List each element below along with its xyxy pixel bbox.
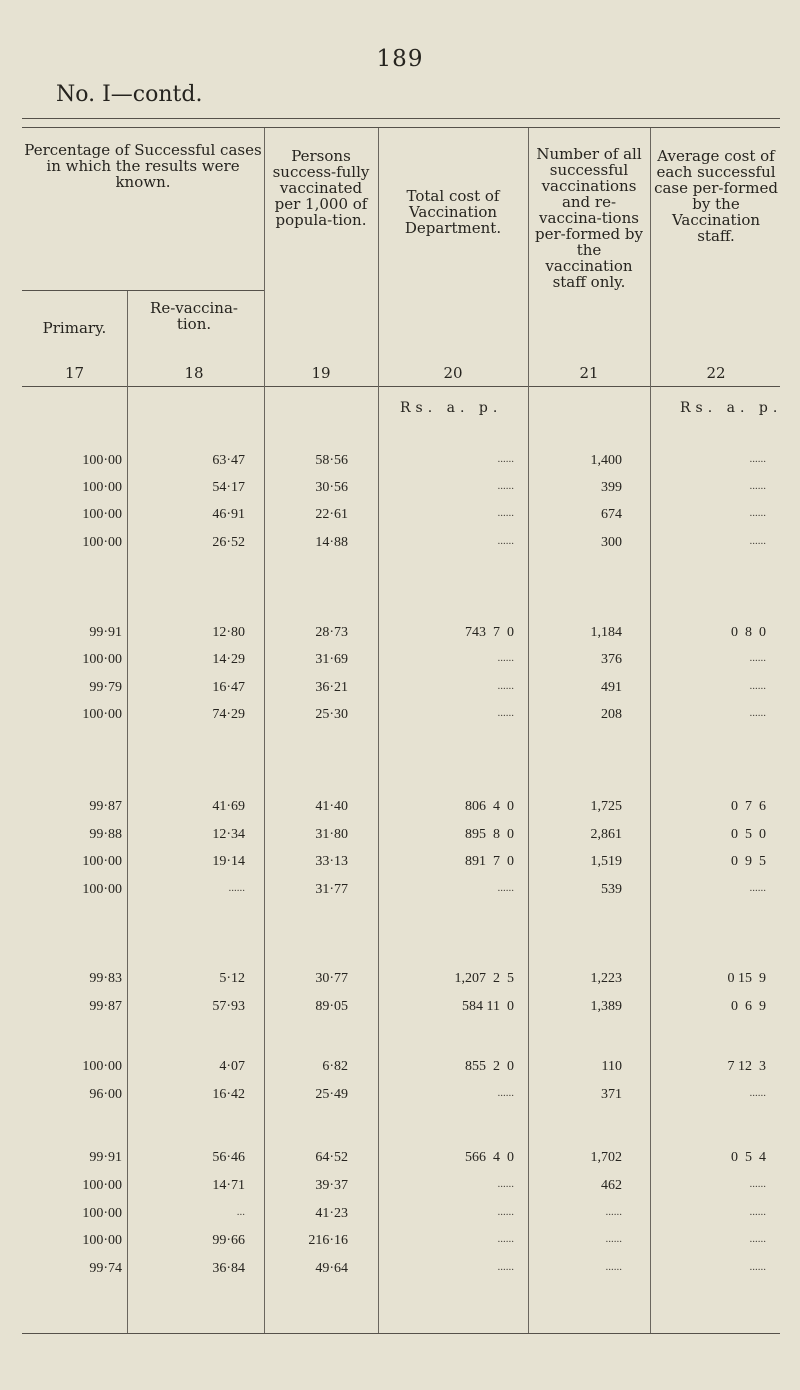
table-continuation-label: No. I—contd. — [56, 82, 203, 107]
cell-revacc: 56·46 — [212, 1150, 245, 1165]
cell-cost: 895 8 0 — [465, 827, 514, 842]
cell-persons: 30·77 — [315, 971, 348, 986]
cell-primary: 99·87 — [89, 799, 122, 814]
cell-revacc: 46·91 — [212, 507, 245, 522]
cell-cost: ...... — [497, 882, 514, 894]
divider-cost — [378, 128, 379, 1333]
cell-cost: ...... — [497, 1261, 514, 1273]
cell-number: ...... — [605, 1206, 622, 1218]
divider-persons — [264, 128, 265, 1333]
cell-avg: ...... — [749, 1233, 766, 1245]
column-number-18: 18 — [184, 364, 204, 382]
bottom-rule — [22, 1333, 780, 1334]
cell-revacc: 57·93 — [212, 999, 245, 1014]
cell-revacc: ... — [236, 1206, 245, 1218]
column-number-21: 21 — [579, 364, 599, 382]
cell-primary: 99·91 — [89, 1150, 122, 1165]
cell-number: 399 — [601, 480, 622, 495]
cell-cost: ...... — [497, 1206, 514, 1218]
cell-avg: ...... — [749, 652, 766, 664]
cell-avg: 0 15 9 — [727, 971, 766, 986]
top-rule — [22, 118, 780, 119]
cell-persons: 25·30 — [315, 707, 348, 722]
cell-revacc: 16·42 — [212, 1087, 245, 1102]
cell-number: 491 — [601, 680, 622, 695]
cell-persons: 31·77 — [315, 882, 348, 897]
cell-revacc: 74·29 — [212, 707, 245, 722]
cell-avg: ...... — [749, 680, 766, 692]
cell-cost: ...... — [497, 680, 514, 692]
cell-revacc: 5·12 — [219, 971, 245, 986]
cell-cost: ...... — [497, 1233, 514, 1245]
cell-cost: 806 4 0 — [465, 799, 514, 814]
cell-primary: 100·00 — [82, 480, 122, 495]
cell-persons: 216·16 — [308, 1233, 348, 1248]
column-number-22: 22 — [706, 364, 726, 382]
cell-revacc: ...... — [228, 882, 245, 894]
header-persons-vaccinated: Persons success-fully vaccinated per 1,000 of popula-tion. — [272, 147, 370, 229]
cell-primary: 99·79 — [89, 680, 122, 695]
cell-cost: ...... — [497, 707, 514, 719]
divider-primary — [127, 290, 128, 388]
header-total-cost: Total cost of Vaccination Department. — [404, 187, 502, 237]
cell-revacc: 12·34 — [212, 827, 245, 842]
cell-cost: 891 7 0 — [465, 854, 514, 869]
cell-avg: 0 5 4 — [731, 1150, 766, 1165]
cell-number: 208 — [601, 707, 622, 722]
cell-revacc: 36·84 — [212, 1261, 245, 1276]
currency-unit-average: Rs. a. p. — [680, 400, 783, 416]
cell-persons: 41·40 — [315, 799, 348, 814]
cell-cost: ...... — [497, 535, 514, 547]
page-number: 189 — [376, 46, 424, 72]
cell-primary: 100·00 — [82, 453, 122, 468]
header-primary: Primary. — [42, 319, 107, 337]
currency-unit-cost: Rs. a. p. — [400, 400, 503, 416]
column-number-19: 19 — [311, 364, 331, 382]
column-number-20: 20 — [443, 364, 463, 382]
cell-revacc: 26·52 — [212, 535, 245, 550]
cell-avg: ...... — [749, 1087, 766, 1099]
cell-number: 1,223 — [590, 971, 622, 986]
cell-persons: 14·88 — [315, 535, 348, 550]
cell-persons: 33·13 — [315, 854, 348, 869]
cell-avg: ...... — [749, 507, 766, 519]
column-number-17: 17 — [64, 364, 85, 382]
cell-revacc: 41·69 — [212, 799, 245, 814]
cell-primary: 100·00 — [82, 1178, 122, 1193]
cell-number: 1,519 — [590, 854, 622, 869]
header-number-vaccinations: Number of all successful vaccinations and re-vaccina-tions per-formed by the vaccination staff only. — [534, 145, 644, 291]
cell-persons: 31·69 — [315, 652, 348, 667]
cell-persons: 28·73 — [315, 625, 348, 640]
header-bottom-rule — [22, 386, 780, 387]
cell-avg: ...... — [749, 1178, 766, 1190]
cell-cost: ...... — [497, 1087, 514, 1099]
cell-persons: 41·23 — [315, 1206, 348, 1221]
cell-revacc: 63·47 — [212, 453, 245, 468]
cell-avg: ...... — [749, 1261, 766, 1273]
cell-avg: ...... — [749, 453, 766, 465]
cell-number: 1,400 — [590, 453, 622, 468]
cell-number: 110 — [601, 1059, 622, 1074]
divider-average — [650, 128, 651, 1333]
cell-primary: 99·74 — [89, 1261, 122, 1276]
cell-primary: 99·91 — [89, 625, 122, 640]
divider-revacc-body — [127, 388, 128, 1333]
cell-revacc: 19·14 — [212, 854, 245, 869]
cell-persons: 64·52 — [315, 1150, 348, 1165]
cell-number: 1,389 — [590, 999, 622, 1014]
cell-revacc: 12·80 — [212, 625, 245, 640]
cell-number: 1,184 — [590, 625, 622, 640]
cell-revacc: 16·47 — [212, 680, 245, 695]
cell-cost: ...... — [497, 507, 514, 519]
cell-persons: 39·37 — [315, 1178, 348, 1193]
cell-primary: 99·83 — [89, 971, 122, 986]
cell-persons: 22·61 — [315, 507, 348, 522]
cell-primary: 100·00 — [82, 1206, 122, 1221]
cell-revacc: 99·66 — [212, 1233, 245, 1248]
cell-persons: 25·49 — [315, 1087, 348, 1102]
header-average-cost: Average cost of each successful case per-formed by the Vaccination staff. — [654, 147, 778, 245]
cell-persons: 58·56 — [315, 453, 348, 468]
cell-cost: ...... — [497, 652, 514, 664]
cell-persons: 6·82 — [322, 1059, 348, 1074]
cell-persons: 36·21 — [315, 680, 348, 695]
cell-persons: 31·80 — [315, 827, 348, 842]
cell-avg: ...... — [749, 480, 766, 492]
cell-primary: 100·00 — [82, 535, 122, 550]
cell-avg: 7 12 3 — [727, 1059, 766, 1074]
cell-number: 300 — [601, 535, 622, 550]
cell-number: ...... — [605, 1261, 622, 1273]
cell-persons: 49·64 — [315, 1261, 348, 1276]
cell-cost: ...... — [497, 480, 514, 492]
cell-number: ...... — [605, 1233, 622, 1245]
cell-primary: 100·00 — [82, 707, 122, 722]
cell-persons: 30·56 — [315, 480, 348, 495]
cell-primary: 100·00 — [82, 652, 122, 667]
cell-avg: ...... — [749, 1206, 766, 1218]
cell-cost: 855 2 0 — [465, 1059, 514, 1074]
cell-persons: 89·05 — [315, 999, 348, 1014]
cell-avg: 0 7 6 — [731, 799, 766, 814]
cell-revacc: 14·29 — [212, 652, 245, 667]
cell-cost: ...... — [497, 1178, 514, 1190]
cell-number: 1,725 — [590, 799, 622, 814]
cell-primary: 100·00 — [82, 507, 122, 522]
cell-cost: 566 4 0 — [465, 1150, 514, 1165]
cell-number: 1,702 — [590, 1150, 622, 1165]
cell-primary: 96·00 — [89, 1087, 122, 1102]
cell-avg: 0 9 5 — [731, 854, 766, 869]
cell-cost: ...... — [497, 453, 514, 465]
cell-number: 462 — [601, 1178, 622, 1193]
header-percentage-successful: Percentage of Successful cases in which the results were known. — [24, 141, 262, 191]
cell-number: 376 — [601, 652, 622, 667]
cell-revacc: 54·17 — [212, 480, 245, 495]
cell-number: 2,861 — [590, 827, 622, 842]
cell-cost: 743 7 0 — [465, 625, 514, 640]
cell-revacc: 14·71 — [212, 1178, 245, 1193]
divider-number — [528, 128, 529, 1333]
group-header-rule — [22, 290, 264, 291]
cell-avg: 0 8 0 — [731, 625, 766, 640]
header-revaccination: Re-vaccina-tion. — [150, 299, 238, 333]
cell-primary: 100·00 — [82, 1059, 122, 1074]
cell-primary: 99·87 — [89, 999, 122, 1014]
cell-cost: 1,207 2 5 — [454, 971, 514, 986]
cell-avg: ...... — [749, 882, 766, 894]
cell-avg: ...... — [749, 535, 766, 547]
cell-number: 539 — [601, 882, 622, 897]
cell-number: 371 — [601, 1087, 622, 1102]
cell-number: 674 — [601, 507, 622, 522]
cell-avg: ...... — [749, 707, 766, 719]
cell-primary: 99·88 — [89, 827, 122, 842]
cell-cost: 584 11 0 — [462, 999, 514, 1014]
cell-revacc: 4·07 — [219, 1059, 245, 1074]
cell-avg: 0 6 9 — [731, 999, 766, 1014]
cell-avg: 0 5 0 — [731, 827, 766, 842]
cell-primary: 100·00 — [82, 854, 122, 869]
top-rule-double — [22, 127, 780, 128]
cell-primary: 100·00 — [82, 882, 122, 897]
cell-primary: 100·00 — [82, 1233, 122, 1248]
